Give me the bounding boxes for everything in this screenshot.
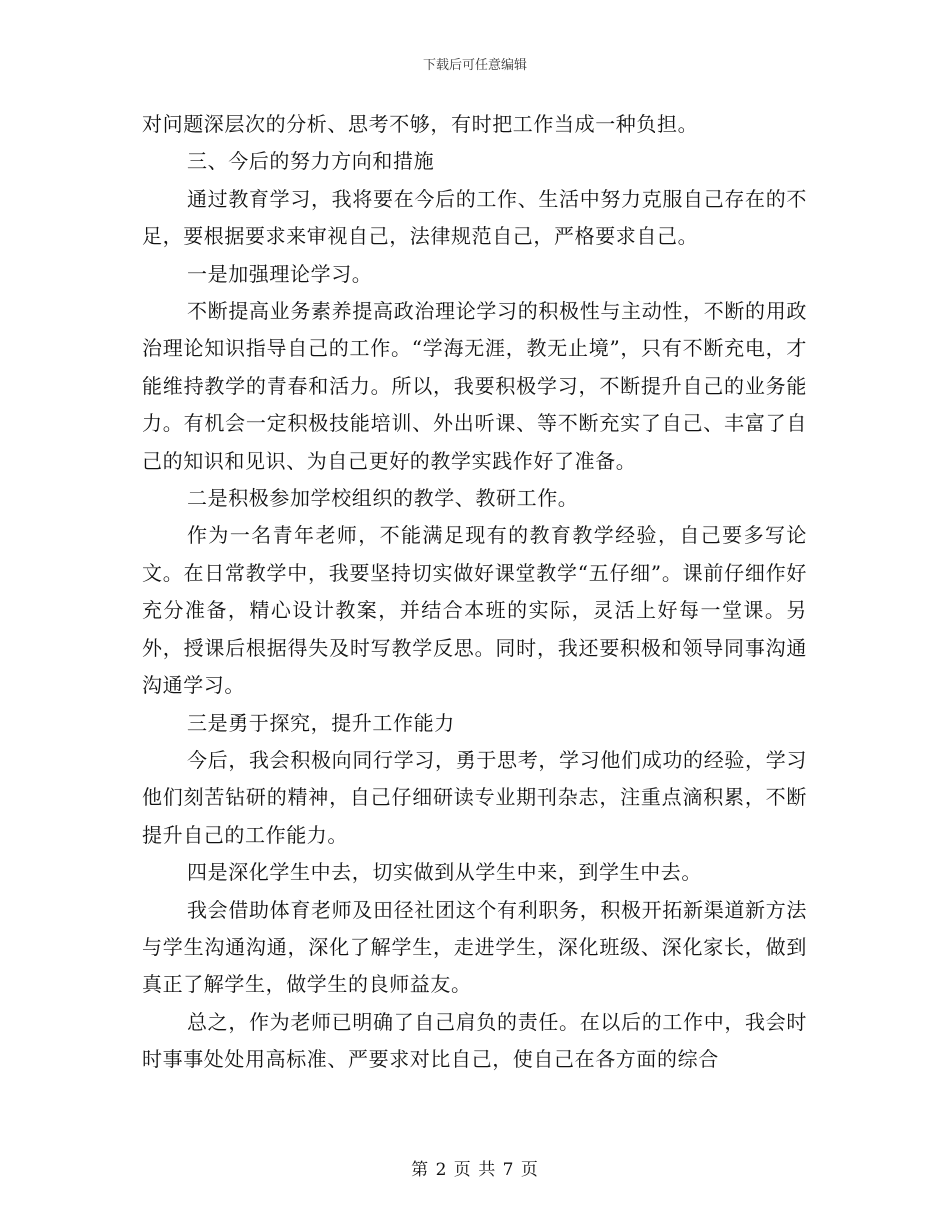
paragraph: 不断提高业务素养提高政治理论学习的积极性与主动性，不断的用政治理论知识指导自己的工作。“学海无涯，教无止境”，只有不断充电，才能维持教学的青春和活力。所以，我要积极学习，不断提升自己的业务能力。有机会一定积极技能培训、外出听课、等不断充实了自己、丰富了自己的知识和见识、为自己更好的教学实践作好了准备。	[142, 299, 807, 473]
paragraph: 作为一名青年老师，不能满足现有的教育教学经验，自己要多写论文。在日常教学中，我要坚持切实做好课堂教学“五仔细”。课前仔细作好充分准备，精心设计教案，并结合本班的实际，灵活上好每一堂课。另外，授课后根据得失及时写教学反思。同时，我还要积极和领导同事沟通沟通学习。	[142, 523, 807, 698]
paragraph: 我会借助体育老师及田径社团这个有利职务，积极开拓新渠道新方法与学生沟通沟通，深化了解学生，走进学生，深化班级、深化家长，做到真正了解学生，做学生的良师益友。	[142, 897, 807, 997]
paragraph: 对问题深层次的分析、思考不够，有时把工作当成一种负担。	[142, 112, 699, 136]
subheading: 一是加强理论学习。	[187, 261, 373, 286]
document-body	[142, 106, 807, 1079]
paragraph: 通过教育学习，我将要在今后的工作、生活中努力克服自己存在的不足，要根据要求来审视自己，法律规范自己，严格要求自己。	[142, 186, 807, 249]
paragraph: 总之，作为老师已明确了自己肩负的责任。在以后的工作中，我会时时事事处处用高标准、严要求对比自己，使自己在各方面的综合	[142, 1009, 807, 1072]
section-heading: 三、今后的努力方向和措施	[187, 149, 435, 174]
subheading: 二是积极参加学校组织的教学、教研工作。	[187, 486, 579, 511]
subheading: 四是深化学生中去，切实做到从学生中来，到学生中去。	[187, 860, 702, 885]
subheading: 三是勇于探究，提升工作能力	[187, 710, 455, 735]
page-header-note: 下载后可任意编辑	[422, 58, 527, 73]
paragraph: 今后，我会积极向同行学习，勇于思考，学习他们成功的经验，学习他们刻苦钻研的精神，自己仔细研读专业期刊杂志，注重点滴积累，不断提升自己的工作能力。	[142, 747, 807, 847]
page-number: 第 2 页 共 7 页	[411, 1160, 539, 1180]
